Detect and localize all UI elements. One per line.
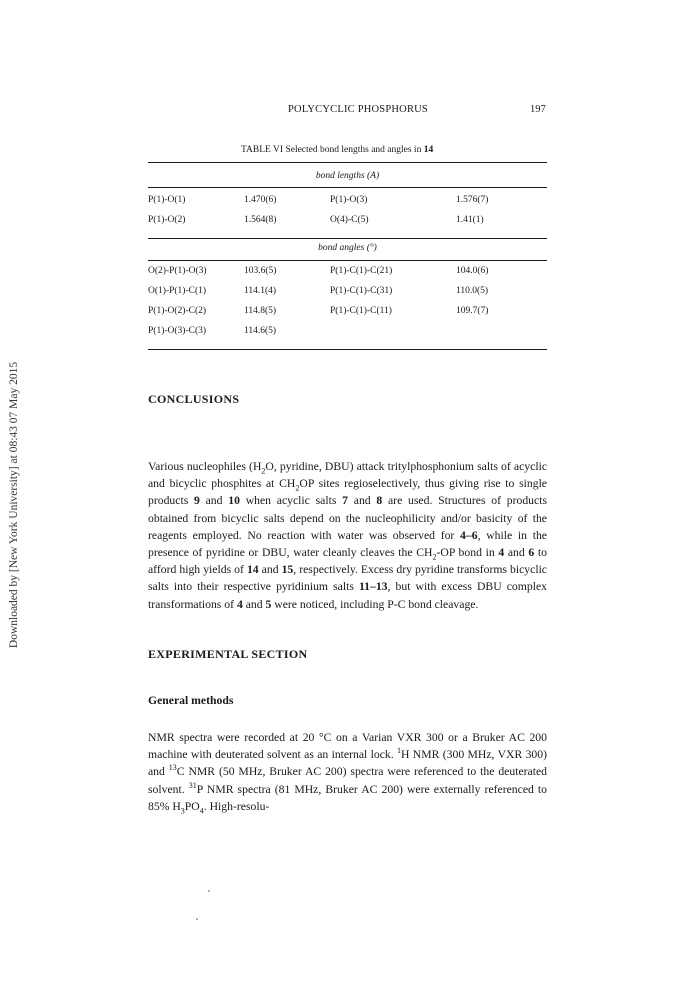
table-cell: 1.576(7): [456, 195, 489, 205]
angles-rule: [148, 260, 547, 261]
table-caption-text: TABLE VI Selected bond lengths and angles in: [241, 145, 424, 155]
experimental-heading: EXPERIMENTAL SECTION: [148, 647, 308, 661]
table-cell: 1.470(6): [244, 195, 277, 205]
general-methods-heading: General methods: [148, 694, 234, 707]
table-caption-compound: 14: [423, 145, 434, 155]
table-cell: P(1)-C(1)-C(21): [330, 266, 393, 276]
table-cell: P(1)-O(3)-C(3): [148, 326, 207, 336]
table-cell: O(1)-P(1)-C(1): [148, 286, 207, 296]
table-top-rule: [148, 162, 547, 163]
table-cell: O(4)-C(5): [330, 215, 369, 225]
table-caption: [241, 145, 433, 155]
conclusions-heading: CONCLUSIONS: [148, 392, 240, 406]
table-cell: 104.0(6): [456, 266, 489, 276]
page-number: 197: [530, 104, 546, 115]
table-cell: P(1)-C(1)-C(11): [330, 306, 392, 316]
general-methods-paragraph: NMR spectra were recorded at 20 °C on a Varian VXR 300 or a Bruker AC 200 machine with deuterated solvent as an internal lock. $^1$H NMR (300 MHz, VXR 300) and $^{13}$C NMR (50 MHz, Bruker AC 200) spectra were referenced to the deuterated solvent. $^{31}$P NMR spectra (81 MHz, Bruker AC 200) were externally referenced to 85% $H_3PO_4$. High-resolu-: [148, 731, 547, 816]
running-title: POLYCYCLIC PHOSPHORUS: [288, 104, 428, 115]
table-cell: 114.8(5): [244, 306, 277, 316]
scan-speck: [208, 890, 210, 892]
conclusions-paragraph: Various nucleophiles ($H_2O$, pyridine, DBU) attack tritylphosphonium salts of acyclic and bicyclic phosphites at $CH_2OP$ sites regioselectively, thus giving rise to single products 9 and 10 when acyclic salts 7 and 8 are used. Structures of products obtained from bicyclic salts depend on the nucleophilicity and/or basicity of the reagents employed. No reaction with water was observed for 4–6, while in the presence of pyridine or DBU, water cleanly cleaves the $CH_2-OP$ bond in 4 and 6 to afford high yields of 14 and 15, respectively. Excess dry pyridine transforms bicyclic salts into their respective pyridinium salts 11–13, but with excess DBU complex transformations of 4 and 5 were noticed, including P-C bond cleavage.: [148, 460, 548, 611]
scan-speck: [196, 918, 198, 920]
download-watermark: Downloaded by [New York University] at 08:43 07 May 2015: [8, 361, 20, 649]
mid-rule: [148, 238, 547, 239]
table-cell: P(1)-O(1): [148, 195, 186, 205]
table-cell: 114.1(4): [244, 286, 277, 296]
table-cell: P(1)-C(1)-C(31): [330, 286, 393, 296]
table-cell: 1.41(1): [456, 215, 484, 225]
table-cell: 114.6(5): [244, 326, 277, 336]
lengths-heading: bond lengths (A): [315, 171, 380, 181]
table-cell: 103.6(5): [244, 266, 277, 276]
side-margin: [0, 0, 28, 1008]
table-cell: P(1)-O(3): [330, 195, 368, 205]
table-bottom-rule: [148, 349, 547, 350]
lengths-rule: [148, 187, 547, 188]
table-cell: P(1)-O(2)-C(2): [148, 306, 207, 316]
table-cell: 109.7(7): [456, 306, 489, 316]
table-cell: 1.564(8): [244, 215, 277, 225]
table-cell: P(1)-O(2): [148, 215, 186, 225]
table-cell: 110.0(5): [456, 286, 489, 296]
table-cell: O(2)-P(1)-O(3): [148, 266, 207, 276]
angles-heading: bond angles (°): [318, 243, 377, 253]
